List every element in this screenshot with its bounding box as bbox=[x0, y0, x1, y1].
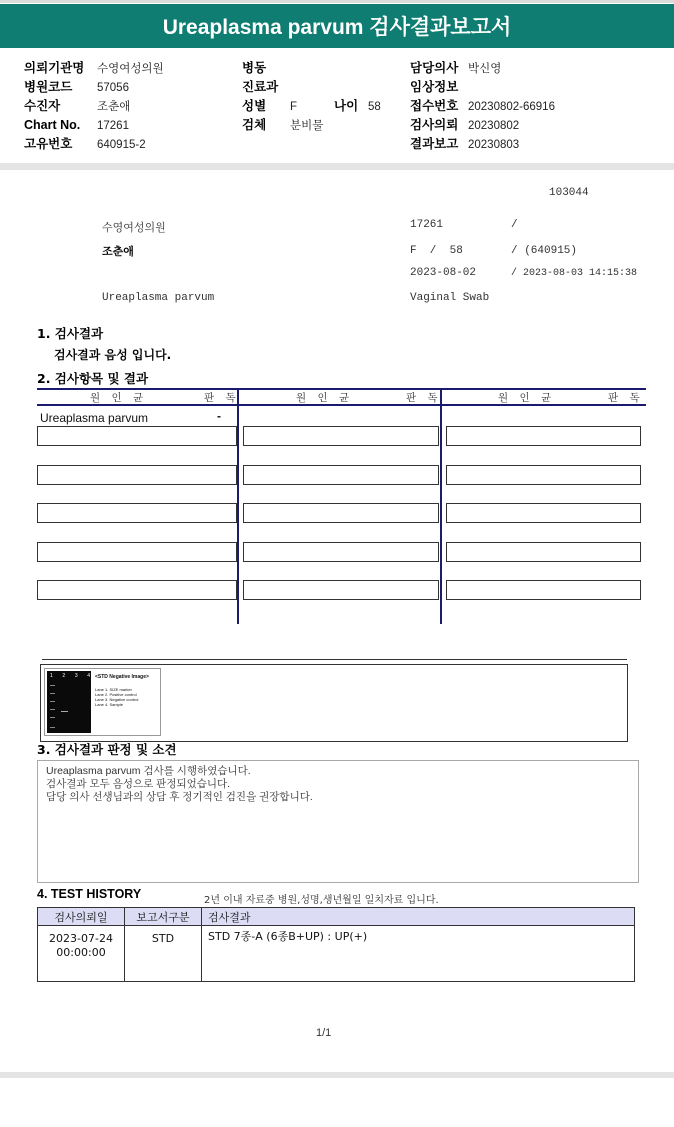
marker-band bbox=[50, 717, 55, 718]
summary-birth: / (640915) bbox=[511, 245, 578, 257]
lane-number: 3 bbox=[74, 673, 78, 679]
header-value: 수영여성의원 bbox=[97, 63, 164, 75]
opinion-line: 검사결과 모두 음성으로 판정되었습니다. bbox=[46, 778, 231, 790]
lane-number: 2 bbox=[62, 673, 66, 679]
header-col-1 bbox=[24, 57, 164, 152]
marker-band bbox=[50, 727, 55, 728]
result-box bbox=[243, 580, 439, 600]
history-header: 보고서구분 bbox=[125, 908, 202, 926]
summary-slash: / bbox=[511, 219, 518, 231]
gel-image bbox=[44, 668, 161, 736]
summary-chart-no: 17261 bbox=[410, 219, 444, 231]
history-note: 2년 이내 자료중 병원,성명,생년월일 일치자료 입니다. bbox=[204, 895, 439, 906]
history-time: 00:00:00 bbox=[56, 946, 106, 959]
gel-caption-lines bbox=[95, 687, 138, 707]
col-head-judgement: 판 독 bbox=[406, 392, 442, 404]
summary-patient: 조춘애 bbox=[102, 247, 134, 259]
history-header: 검사의뢰일 bbox=[38, 908, 125, 926]
header-value: 20230803 bbox=[468, 139, 520, 151]
header-label: Chart No. bbox=[24, 118, 81, 132]
gel-caption-line: Lane 4. Sample bbox=[95, 702, 124, 707]
result-box bbox=[446, 503, 641, 523]
table-col-divider bbox=[440, 388, 442, 624]
header-label: 병원코드 bbox=[24, 80, 73, 94]
summary-test-name: Ureaplasma parvum bbox=[102, 292, 215, 304]
header-label: 담당의사 bbox=[410, 61, 459, 75]
summary-request-date: 2023-08-02 bbox=[410, 267, 477, 279]
footer-divider bbox=[0, 1072, 674, 1078]
section1-result: 검사결과 음성 입니다. bbox=[54, 348, 172, 362]
marker-band bbox=[50, 685, 55, 686]
result-box bbox=[37, 580, 237, 600]
history-table bbox=[37, 907, 635, 982]
header-label: 성별 bbox=[242, 99, 267, 113]
section4-title: 4. TEST HISTORY bbox=[37, 887, 142, 901]
summary-hospital: 수영여성의원 bbox=[102, 223, 166, 235]
header-label: 의뢰기관명 bbox=[24, 61, 85, 75]
history-header: 검사결과 bbox=[202, 908, 635, 926]
positive-band bbox=[61, 711, 68, 712]
col-head-judgement: 판 독 bbox=[204, 392, 240, 404]
result-box bbox=[243, 503, 439, 523]
lane-number: 1 bbox=[50, 673, 53, 679]
result-box bbox=[446, 580, 641, 600]
result-box bbox=[37, 465, 237, 485]
history-date: 2023-07-24 bbox=[49, 932, 113, 945]
top-divider bbox=[0, 0, 674, 3]
result-box bbox=[446, 465, 641, 485]
opinion-line: 담당 의사 선생님과의 상담 후 정기적인 검진을 권장합니다. bbox=[46, 791, 313, 803]
header-value: 17261 bbox=[97, 120, 129, 132]
marker-band bbox=[50, 693, 55, 694]
opinion-line: Ureaplasma parvum 검사를 시행하였습니다. bbox=[46, 765, 251, 777]
header-value: 57056 bbox=[97, 82, 129, 94]
summary-sex-age: F / 58 bbox=[410, 245, 463, 257]
report-title: Ureaplasma parvum 검사결과보고서 bbox=[0, 4, 674, 48]
header-label: 검사의뢰 bbox=[410, 118, 459, 132]
header-label: 고유번호 bbox=[24, 137, 73, 151]
result-box bbox=[243, 426, 439, 446]
header-value: 20230802 bbox=[468, 120, 520, 132]
marker-band bbox=[50, 709, 55, 710]
lane-number: 4 bbox=[87, 673, 90, 679]
header-label: 접수번호 bbox=[410, 99, 459, 113]
result-box bbox=[243, 542, 439, 562]
col-head-pathogen: 원 인 균 bbox=[498, 392, 556, 404]
gel-caption-line: Lane 1. SIZE marker bbox=[95, 687, 132, 692]
report-code: 103044 bbox=[549, 187, 589, 199]
header-divider bbox=[0, 163, 674, 170]
header-col-3 bbox=[410, 57, 555, 152]
gel-caption-title: <STD Negative Image> bbox=[95, 674, 149, 680]
section2-title: 2. 검사항목 및 결과 bbox=[37, 371, 149, 386]
result-box bbox=[243, 465, 439, 485]
header-label: 수진자 bbox=[24, 99, 61, 113]
header-label: 결과보고 bbox=[410, 137, 459, 151]
history-date-cell bbox=[38, 926, 125, 982]
result-box bbox=[446, 426, 641, 446]
header-value: 20230802-66916 bbox=[468, 101, 555, 113]
image-top-rule bbox=[42, 659, 627, 660]
gel-photo bbox=[47, 671, 91, 733]
result-box bbox=[37, 503, 237, 523]
header-label: 병동 bbox=[242, 61, 267, 75]
history-header-row bbox=[38, 908, 635, 926]
result-box bbox=[446, 542, 641, 562]
age-value: 58 bbox=[368, 101, 381, 113]
page-number: 1/1 bbox=[316, 1027, 332, 1039]
table-row bbox=[38, 926, 635, 982]
section3-title: 3. 검사결과 판정 및 소견 bbox=[37, 742, 177, 757]
gel-caption-line: Lane 3. Negative control bbox=[95, 697, 139, 702]
item-name: Ureaplasma parvum bbox=[40, 411, 149, 425]
section1-title: 1. 검사결과 bbox=[37, 326, 104, 341]
header-label: 진료과 bbox=[242, 80, 279, 94]
header-value: 분비물 bbox=[290, 120, 324, 132]
history-type: STD bbox=[125, 926, 202, 982]
header-value: 640915-2 bbox=[97, 139, 146, 151]
history-result: STD 7종-A (6종B+UP) : UP(+) bbox=[202, 926, 635, 982]
opinion-box bbox=[37, 760, 639, 883]
header-value: 조춘애 bbox=[97, 101, 131, 113]
table-col-divider bbox=[237, 388, 239, 624]
gel-lane-numbers bbox=[50, 673, 90, 679]
col-head-pathogen: 원 인 균 bbox=[90, 392, 148, 404]
summary-report-datetime: / 2023-08-03 14:15:38 bbox=[511, 268, 638, 279]
result-box bbox=[37, 542, 237, 562]
age-label: 나이 bbox=[334, 99, 359, 113]
marker-band bbox=[50, 701, 55, 702]
sex-value: F bbox=[290, 101, 298, 113]
gel-caption-line: Lane 2. Positive control bbox=[95, 692, 137, 697]
result-box bbox=[37, 426, 237, 446]
summary-specimen: Vaginal Swab bbox=[410, 292, 490, 304]
header-label: 검체 bbox=[242, 118, 267, 132]
item-result: - bbox=[217, 409, 221, 423]
col-head-judgement: 판 독 bbox=[608, 392, 644, 404]
header-value: 박신영 bbox=[468, 63, 502, 75]
col-head-pathogen: 원 인 균 bbox=[296, 392, 354, 404]
header-col-2 bbox=[242, 57, 381, 133]
header-label: 임상정보 bbox=[410, 80, 459, 94]
